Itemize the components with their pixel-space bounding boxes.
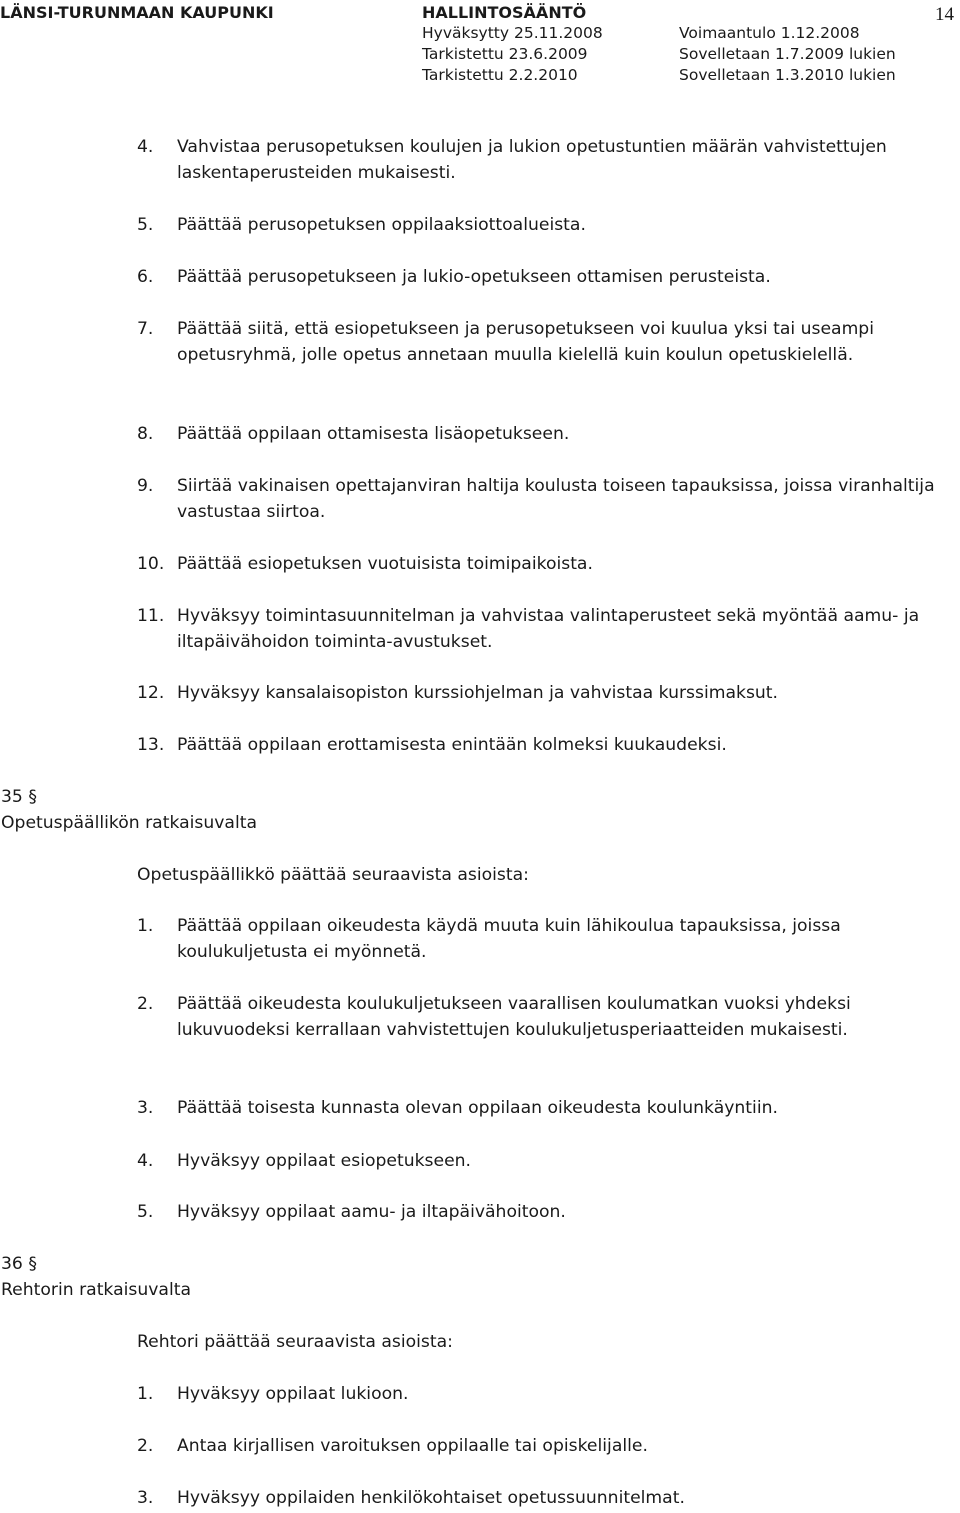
list-item: 2. Päättää oikeudesta koulukuljetukseen vaarallisen koulumatkan vuoksi yhdeksi lukuvuodeksi kerrallaan vahvistettujen koulukuljetusperiaatteiden mukaisesti.	[137, 994, 851, 1040]
section-number: 36 §	[1, 1254, 37, 1274]
revised-date-1: Tarkistettu 23.6.2009	[422, 45, 588, 63]
section-title: Rehtorin ratkaisuvalta	[1, 1280, 191, 1300]
page-number: 14	[935, 4, 954, 25]
section-heading-35	[1, 784, 257, 836]
document-title: HALLINTOSÄÄNTÖ	[422, 3, 587, 22]
list-item: 8. Päättää oppilaan ottamisesta lisäopetukseen.	[137, 424, 570, 444]
list-item: 13. Päättää oppilaan erottamisesta enintään kolmeksi kuukaudeksi.	[137, 735, 727, 755]
section-intro: Opetuspäällikkö päättää seuraavista asioista:	[137, 865, 529, 885]
list-item: 3. Päättää toisesta kunnasta olevan oppilaan oikeudesta koulunkäyntiin.	[137, 1098, 778, 1118]
page-header	[0, 0, 960, 95]
section-title: Opetuspäällikön ratkaisuvalta	[1, 813, 258, 833]
effective-date: Voimaantulo 1.12.2008	[679, 24, 860, 42]
approved-date: Hyväksytty 25.11.2008	[422, 24, 603, 42]
list-item: 1. Päättää oppilaan oikeudesta käydä muuta kuin lähikoulua tapauksissa, joissa koulukuljetusta ei myönnetä.	[137, 916, 841, 962]
list-item: 2. Antaa kirjallisen varoituksen oppilaalle tai opiskelijalle.	[137, 1436, 648, 1456]
organization-name: LÄNSI-TURUNMAAN KAUPUNKI	[0, 3, 274, 22]
list-item: 12. Hyväksyy kansalaisopiston kurssiohjelman ja vahvistaa kurssimaksut.	[137, 683, 778, 703]
list-item: 10. Päättää esiopetuksen vuotuisista toimipaikoista.	[137, 554, 593, 574]
list-item: 4. Hyväksyy oppilaat esiopetukseen.	[137, 1151, 472, 1171]
list-item: 11. Hyväksyy toimintasuunnitelman ja vahvistaa valintaperusteet sekä myöntää aamu- ja iltapäivähoidon toiminta-avustukset.	[137, 606, 920, 652]
list-item: 5. Päättää perusopetuksen oppilaaksiottoalueista.	[137, 215, 586, 235]
list-item: 7. Päättää siitä, että esiopetukseen ja perusopetukseen voi kuulua yksi tai useampi opetusryhmä, jolle opetus annetaan muulla kielellä kuin koulun opetuskielellä.	[137, 319, 874, 365]
list-item: 9. Siirtää vakinaisen opettajanviran haltija koulusta toiseen tapauksissa, joissa viranhaltija vastustaa siirtoa.	[137, 476, 935, 522]
list-item: 3. Hyväksyy oppilaiden henkilökohtaiset opetussuunnitelmat.	[137, 1488, 685, 1508]
applied-date-2: Sovelletaan 1.3.2010 lukien	[679, 66, 896, 84]
list-item: 5. Hyväksyy oppilaat aamu- ja iltapäivähoitoon.	[137, 1202, 566, 1222]
section-intro: Rehtori päättää seuraavista asioista:	[137, 1332, 453, 1352]
list-item: 1. Hyväksyy oppilaat lukioon.	[137, 1384, 409, 1404]
applied-date-1: Sovelletaan 1.7.2009 lukien	[679, 45, 896, 63]
revised-date-2: Tarkistettu 2.2.2010	[422, 66, 578, 84]
list-item: 6. Päättää perusopetukseen ja lukio-opetukseen ottamisen perusteista.	[137, 267, 771, 287]
section-number: 35 §	[1, 787, 37, 807]
list-item: 4. Vahvistaa perusopetuksen koulujen ja lukion opetustuntien määrän vahvistettujen laskentaperusteiden mukaisesti.	[137, 137, 887, 183]
section-heading-36	[1, 1251, 191, 1303]
